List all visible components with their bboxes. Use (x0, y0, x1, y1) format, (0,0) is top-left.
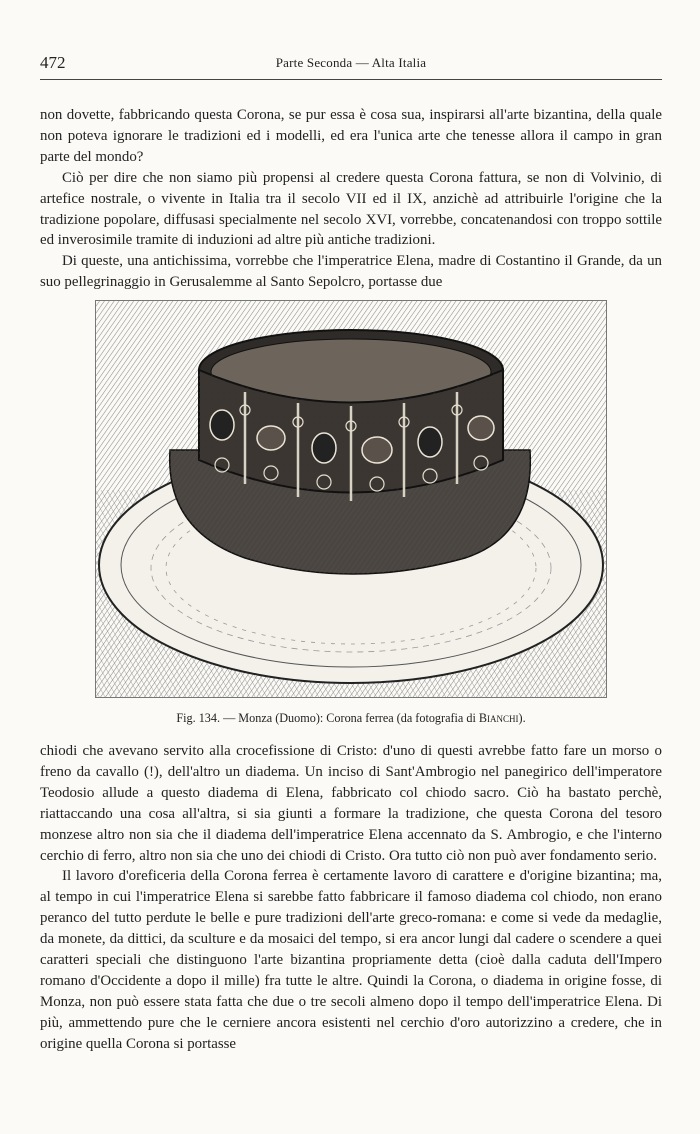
caption-end: ). (518, 711, 526, 725)
paragraph: Il lavoro d'oreficeria della Corona ferrea è certamente lavoro di carattere e d'origine bizantina; ma, al tempo in cui l'imperatrice Elena si sarebbe fatto fabbricare il famoso diadema col chiodo, non erano peranco del tutto perdute le belle e pure tradizioni dell'arte greco-romana: e come si vede da medaglie, da monete, da dittici, da sculture e da mosaici del tempo, si era ancor lungi dal cadere o scendere a quei caratteri speciali che distinguono l'arte bizantina propriamente detta (cioè dalla caduta dell'Impero romano d'Occidente a dopo il mille) fra tutte le altre. Quindi la Corona, o diadema in origine fosse, di Monza, non può essere stata fatta che due o tre secoli almeno dopo il tempo dell'imperatrice Elena. Di più, ammettendo pure che le cerniere ancora esistenti nel cerchio d'oro autorizzino a credere, che in origine quella Corona si portasse (40, 868, 662, 1052)
text-block-top (40, 105, 662, 293)
paragraph: Di queste, una antichissima, vorrebbe che l'imperatrice Elena, madre di Costantino il Grande, da un suo pellegrinaggio in Gerusalemme al Santo Sepolcro, portasse due (40, 253, 662, 291)
running-header (40, 51, 662, 75)
figure-iron-crown (95, 300, 607, 698)
paragraph-continued: chiodi che avevano servito alla crocefissione di Cristo: d'uno di questi avrebbe fatto fare un morso o freno da cavallo (!), dell'altro un diadema. Un inciso di Sant'Ambrogio nel panegirico dell'imperatore Teodosio allude a questo diadema di Elena, fabbricato col chiodo sacro. Ciò ha bastato perchè, riattaccando una cosa all'altra, si sia giunti a formare la tradizione, che questa Corona del tesoro monzese altro non sia che il diadema dell'imperatrice Elena accennato da S. Ambrogio, e che l'interno cerchio di ferro, altro non sia che uno dei chiodi di Cristo. Ora tutto ciò non può aver fondamento serio. (40, 743, 662, 864)
header-rule (40, 79, 662, 80)
caption-credit: Bianchi (478, 711, 519, 725)
crown-engraving (95, 300, 607, 698)
page-number: 472 (40, 53, 66, 72)
figure-caption (40, 711, 662, 726)
running-title: Parte Seconda — Alta Italia (275, 55, 427, 70)
caption-text: Fig. 134. — Monza (Duomo): Corona ferrea (da fotografia di (176, 711, 479, 725)
paragraph-continued: non dovette, fabbricando questa Corona, se pur essa è cosa sua, inspirarsi all'arte bizantina, della quale non poteva ignorare le tradizioni ed i modelli, ed era l'unica arte che tenesse allora il campo in gran parte del mondo? (40, 107, 662, 165)
paragraph: Ciò per dire che non siamo più propensi al credere questa Corona fattura, se non di Volvinio, di artefice nostrale, o vivente in Italia tra il secolo VII ed il IX, anzichè ad attribuirle l'origine che la tradizione popolare, diffusasi specialmente nel secolo XVI, vorrebbe, concatenandosi con troppo sottile ed inverosimile tramite di induzioni ad altre più antiche tradizioni. (40, 169, 662, 249)
text-block-bottom (40, 741, 662, 1055)
